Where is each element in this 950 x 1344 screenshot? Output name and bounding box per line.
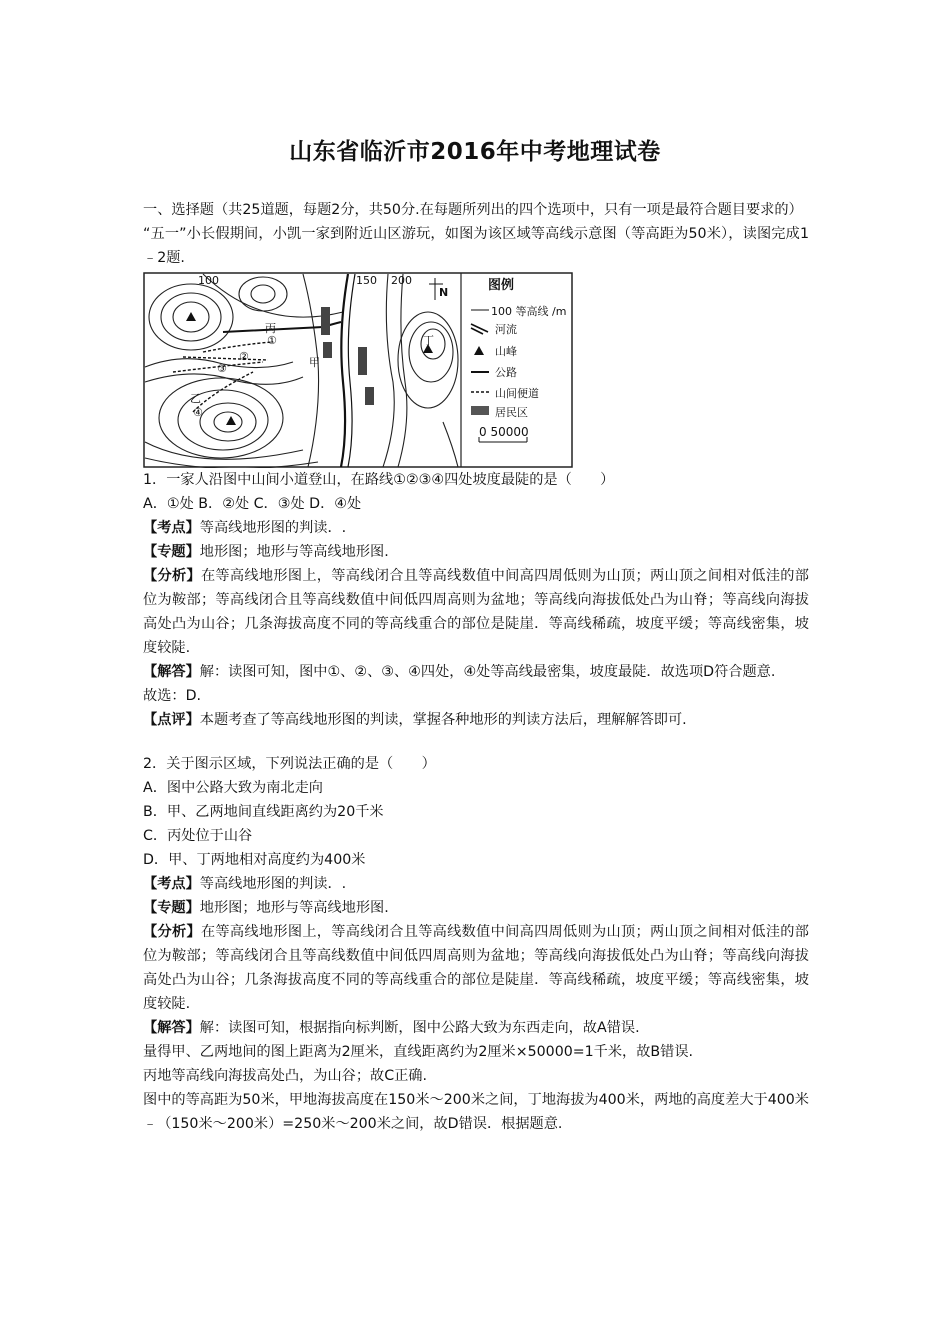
legend-residential: 居民区	[495, 406, 528, 419]
q2-question: 2．关于图示区域，下列说法正确的是（ ）	[143, 756, 436, 772]
q2-jieda: 【解答】解：读图可知，根据指向标判断，图中公路大致为东西走向，故A错误.	[143, 1020, 640, 1036]
q2-fenxi-tag: 【分析】	[143, 924, 201, 940]
q2-kaodian: 【考点】等高线地形图的判读．.	[143, 876, 347, 892]
q1-kaodian-tag: 【考点】	[143, 520, 200, 536]
route-label-1: ①	[267, 334, 277, 347]
document-body	[143, 198, 809, 1136]
page-title: 山东省临沂市2016年中考地理试卷	[289, 139, 661, 165]
route-label-2: ②	[239, 350, 249, 363]
place-label-bing: 丙	[265, 322, 276, 335]
legend-trail: 山间便道	[495, 387, 539, 400]
contour-label-100: 100	[198, 274, 219, 287]
q1-zhuanti-tag: 【专题】	[143, 544, 200, 560]
q2-kaodian-tag: 【考点】	[143, 876, 200, 892]
q2-option-d: D．甲、丁两地相对高度约为400米	[143, 852, 366, 868]
contour-map	[143, 272, 573, 468]
route-label-3: ③	[217, 362, 227, 375]
place-label-jia: 甲	[309, 356, 320, 369]
section-heading: 一、选择题（共25道题，每题2分，共50分.在每题所列出的四个选项中，只有一项是最符合题目要求的）	[143, 202, 803, 218]
legend-river: 河流	[495, 323, 517, 336]
q2-option-b: B．甲、乙两地间直线距离约为20千米	[143, 804, 384, 820]
q2-zhuanti: 【专题】地形图；地形与等高线地形图.	[143, 900, 389, 916]
legend-title: 图例	[488, 278, 515, 293]
q2-jieda-4: 图中的等高距为50米，甲地海拔高度在150米～200米之间，丁地海拔为400米，两地的高度差大于400米﹣（150米～200米）=250米～200米之间，故D错误．根据题意.	[143, 1092, 809, 1132]
contour-label-150: 150	[356, 274, 377, 287]
place-label-ding: 丁	[423, 334, 434, 347]
q1-dianping-tag: 【点评】	[143, 712, 200, 728]
q2-jieda-3: 丙地等高线向海拔高处凸，为山谷；故C正确.	[143, 1068, 427, 1084]
q2-option-c: C．丙处位于山谷	[143, 828, 253, 844]
route-label-4: ④	[193, 406, 203, 419]
legend-road: 公路	[495, 366, 517, 379]
q2-fenxi: 【分析】在等高线地形图上，等高线闭合且等高线数值中间高四周低则为山顶；两山顶之间相对低洼的部位为鞍部；等高线闭合且等高线数值中间低四周高则为盆地；等高线向海拔低处凸为山脊；等高线向海拔高处凸为山谷；几条海拔高度不同的等高线重合的部位是陡崖．等高线稀疏，坡度平缓；等高线密集，坡度较陡.	[143, 924, 809, 1012]
q1-answer: 故选：D.	[143, 688, 201, 704]
q1-dianping: 【点评】本题考查了等高线地形图的判读，掌握各种地形的判读方法后，理解解答即可.	[143, 712, 687, 728]
legend-scale: 0 50000	[479, 425, 529, 439]
q1-jieda: 【解答】解：读图可知，图中①、②、③、④四处，④处等高线最密集，坡度最陡．故选项D符合题意.	[143, 664, 776, 680]
legend-contour: 100 等高线 /m	[491, 305, 567, 318]
place-label-yi: 乙	[190, 392, 201, 405]
q1-zhuanti: 【专题】地形图；地形与等高线地形图.	[143, 544, 389, 560]
q1-kaodian: 【考点】等高线地形图的判读．.	[143, 520, 347, 536]
q2-option-a: A．图中公路大致为南北走向	[143, 780, 323, 796]
contour-label-200: 200	[391, 274, 412, 287]
q1-question: 1．一家人沿图中山间小道登山，在路线①②③④四处坡度最陡的是（ ）	[143, 472, 615, 488]
q2-jieda-tag: 【解答】	[143, 1020, 200, 1036]
north-label: N	[439, 286, 449, 299]
q1-fenxi-tag: 【分析】	[143, 568, 201, 584]
legend-peak: 山峰	[495, 345, 517, 358]
q1-fenxi: 【分析】在等高线地形图上，等高线闭合且等高线数值中间高四周低则为山顶；两山顶之间相对低洼的部位为鞍部；等高线闭合且等高线数值中间低四周高则为盆地；等高线向海拔低处凸为山脊；等高线向海拔高处凸为山谷；几条海拔高度不同的等高线重合的部位是陡崖．等高线稀疏，坡度平缓；等高线密集，坡度较陡.	[143, 568, 809, 656]
q1-options: A．①处 B．②处 C．③处 D．④处	[143, 496, 362, 512]
q2-zhuanti-tag: 【专题】	[143, 900, 200, 916]
q1-jieda-tag: 【解答】	[143, 664, 200, 680]
q2-jieda-2: 量得甲、乙两地间的图上距离为2厘米，直线距离约为2厘米×50000=1千米，故B错误.	[143, 1044, 694, 1060]
intro-text: “五一”小长假期间，小凯一家到附近山区游玩，如图为该区域等高线示意图（等高距为50米），读图完成1﹣2题.	[143, 226, 809, 266]
